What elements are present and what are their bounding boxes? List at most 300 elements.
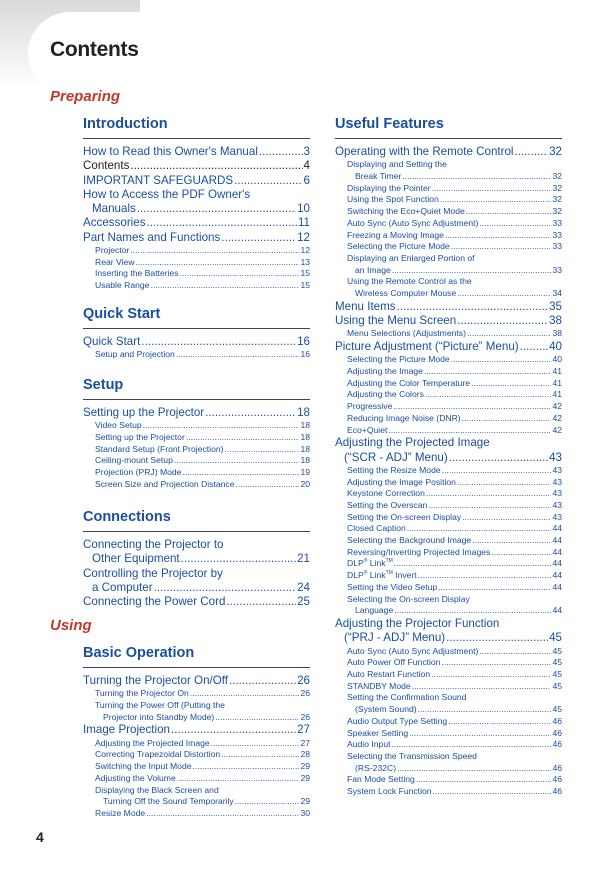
page-ref: 46 (552, 727, 562, 738)
toc-entry[interactable] (83, 188, 310, 217)
toc-entry[interactable] (335, 617, 562, 646)
entry-text: Ceiling-mount Setup (95, 455, 173, 466)
toc-entry[interactable] (335, 646, 562, 658)
toc-entry[interactable] (83, 738, 310, 750)
toc-entry[interactable] (83, 567, 310, 596)
page-ref: 18 (300, 443, 310, 454)
registered-mark: ® (363, 558, 368, 565)
toc-entry[interactable] (335, 401, 562, 413)
toc-entry[interactable] (335, 218, 562, 230)
toc-entry[interactable] (335, 145, 562, 159)
toc-entry[interactable] (335, 206, 562, 218)
toc-entry[interactable] (335, 253, 562, 276)
page-ref: 40 (549, 340, 562, 354)
toc-entry[interactable] (335, 300, 562, 314)
section-title: Basic Operation (83, 645, 310, 668)
entry-text: Rear View (95, 256, 135, 267)
section-setup (83, 377, 310, 491)
toc-entry[interactable] (335, 465, 562, 477)
page-ref: 44 (552, 605, 562, 616)
entry-text: Using the Menu Screen (335, 314, 457, 328)
entry-text-continued: (“PRJ - ADJ” Menu) (344, 631, 446, 645)
section-title: Quick Start (83, 306, 310, 329)
page-ref: 35 (549, 299, 562, 313)
toc-entry[interactable] (83, 245, 310, 257)
toc-entry[interactable] (83, 432, 310, 444)
page-ref: 44 (552, 581, 562, 592)
dot-leader (424, 366, 551, 378)
toc-entry[interactable] (335, 366, 562, 378)
trademark: TM (385, 570, 393, 577)
dot-leader (143, 420, 300, 432)
entry-text: Adjusting the Projected Image (95, 737, 210, 748)
entry-text: Contents (83, 159, 130, 173)
entry-text: Menu Selections (Adjustments) (347, 328, 466, 339)
dot-leader (130, 159, 302, 173)
toc-entry[interactable] (83, 455, 310, 467)
dot-leader (146, 808, 299, 820)
dot-leader (409, 728, 551, 740)
toc-entry[interactable] (83, 688, 310, 700)
dot-leader (186, 432, 300, 444)
entry-text: Image Projection (83, 723, 170, 737)
entry-text-continued: (RS-232C) (355, 762, 397, 773)
page-ref: 26 (300, 688, 310, 699)
entry-text: Picture Adjustment (“Picture” Menu) (335, 340, 519, 354)
toc-entry[interactable] (335, 570, 562, 582)
dot-leader (466, 206, 552, 218)
page-ref: 42 (552, 401, 562, 412)
page-ref: 43 (552, 511, 562, 522)
toc-entry[interactable] (335, 314, 562, 328)
entry-text: Adjusting the Colors (347, 389, 424, 400)
toc-entry[interactable] (83, 785, 310, 808)
toc-entry[interactable] (335, 500, 562, 512)
entry-text: System Lock Function (347, 786, 432, 797)
page-ref: 18 (300, 432, 310, 442)
page-ref: 27 (297, 723, 310, 737)
dot-leader (234, 174, 302, 188)
toc-entry[interactable] (83, 159, 310, 173)
page-ref: 32 (552, 182, 562, 193)
dot-leader (438, 582, 551, 594)
toc-entry[interactable] (335, 488, 562, 500)
dot-leader (471, 378, 551, 390)
toc-entry[interactable] (335, 582, 562, 594)
entry-text: Switching the Input Mode (95, 761, 192, 772)
entry-text: Keystone Correction (347, 488, 425, 499)
link-text: Link (367, 558, 386, 569)
page-title: Contents (50, 38, 139, 61)
dot-leader (451, 354, 552, 366)
entry-text: Setting up the Projector (95, 432, 185, 442)
dot-leader (449, 451, 548, 465)
toc-entry[interactable] (335, 547, 562, 559)
entry-text: Displaying an Enlarged Portion of (347, 252, 475, 263)
toc-entry[interactable] (83, 749, 310, 761)
entry-text: Turning the Power Off (Putting the (95, 700, 225, 710)
toc-entry[interactable] (335, 477, 562, 489)
page-ref: 27 (300, 737, 310, 748)
toc-entry[interactable] (83, 145, 310, 159)
dot-leader (225, 444, 300, 456)
dot-leader (402, 171, 551, 183)
page-ref: 45 (552, 657, 562, 668)
page-ref: 43 (552, 499, 562, 510)
toc-entry[interactable] (335, 739, 562, 751)
page-ref: 26 (297, 674, 310, 687)
entry-text: Auto Restart Function (347, 668, 431, 679)
page-ref: 20 (300, 478, 310, 489)
page-ref: 44 (552, 523, 562, 534)
dot-leader (407, 523, 552, 535)
page-ref: 45 (552, 645, 562, 656)
entry-text: Auto Power Off Function (347, 657, 441, 668)
entry-text: Progressive (347, 401, 393, 412)
page-ref: 29 (300, 761, 310, 772)
page-ref: 32 (549, 145, 562, 158)
dot-leader (426, 488, 552, 500)
dlp-text: DLP (347, 558, 364, 569)
entry-text: STANDBY Mode (347, 680, 411, 691)
toc-entry[interactable] (335, 159, 562, 182)
entry-text: Standard Setup (Front Projection) (95, 443, 224, 454)
toc-entry[interactable] (83, 467, 310, 479)
toc-entry[interactable] (83, 595, 310, 609)
link-text: Link (367, 570, 386, 581)
entry-text: Selecting the Background Image (347, 535, 472, 546)
toc-entry[interactable] (83, 268, 310, 280)
entry-text: Setting the On-screen Display (347, 511, 462, 522)
page-ref: 45 (552, 668, 562, 679)
page-number: 4 (36, 829, 44, 845)
page-ref: 43 (552, 488, 562, 499)
entry-text: Adjusting the Color Temperature (347, 377, 471, 388)
page-ref: 4 (303, 159, 310, 173)
dot-leader (457, 314, 548, 328)
dot-leader (391, 739, 551, 751)
page-ref: 34 (552, 288, 562, 299)
page-ref: 42 (552, 424, 562, 435)
toc-entry[interactable] (83, 674, 310, 688)
toc-entry[interactable] (335, 276, 562, 299)
dot-leader (479, 218, 551, 230)
page-ref: 13 (300, 256, 310, 267)
section-introduction (83, 116, 310, 292)
page-ref: 30 (300, 807, 310, 818)
dot-leader (392, 265, 552, 277)
entry-text: Screen Size and Projection Distance (95, 478, 235, 489)
toc-entry[interactable] (335, 558, 562, 570)
entry-text: Accessories (83, 216, 146, 230)
part-title-preparing: Preparing (50, 88, 121, 105)
toc-entry[interactable] (335, 328, 562, 340)
section-title: Setup (83, 377, 310, 400)
toc-entry[interactable] (335, 535, 562, 547)
page-ref: 41 (552, 389, 562, 400)
entry-text: Adjusting the Image (347, 366, 423, 377)
entry-text: Reversing/Inverting Projected Images (347, 546, 491, 557)
page-ref: 21 (297, 552, 310, 566)
entry-text: Using the Spot Function (347, 194, 439, 205)
toc-entry[interactable] (335, 716, 562, 728)
entry-text: Eco+Quiet (347, 424, 388, 435)
dot-leader (215, 712, 299, 724)
page-ref: 26 (300, 711, 310, 722)
entry-text: Speaker Setting (347, 727, 409, 738)
dot-leader (141, 335, 296, 349)
dot-leader (479, 646, 551, 658)
section-basic-operation (83, 645, 310, 820)
entry-text: Displaying and Setting the (347, 159, 447, 170)
toc-entry[interactable] (335, 751, 562, 774)
toc-entry[interactable] (83, 406, 310, 420)
dot-leader (441, 657, 551, 669)
toc-entry[interactable] (83, 444, 310, 456)
page-ref: 46 (552, 786, 562, 797)
page-ref: 18 (300, 420, 310, 431)
entry-text: Setting the Overscan (347, 499, 428, 510)
toc-entry[interactable] (83, 723, 310, 737)
toc-entry[interactable] (83, 257, 310, 269)
dot-leader (431, 669, 551, 681)
entry-text-continued: Language (355, 605, 394, 616)
dot-leader (147, 216, 297, 230)
toc-entry[interactable] (83, 335, 310, 349)
entry-text: Switching the Eco+Quiet Mode (347, 206, 465, 217)
dot-leader (472, 535, 551, 547)
entry-text: Connecting the Projector to (83, 538, 224, 551)
dot-leader (150, 280, 299, 292)
toc-entry[interactable] (83, 700, 310, 723)
entry-text: Usable Range (95, 280, 150, 291)
entry-text: Audio Output Type Setting (347, 715, 448, 726)
page-ref: 3 (303, 145, 310, 158)
entry-text: How to Access the PDF Owner's (83, 187, 251, 201)
dot-leader (425, 389, 552, 401)
toc-entry[interactable] (335, 354, 562, 366)
entry-text: Setting up the Projector (83, 406, 205, 419)
toc-entry[interactable] (83, 773, 310, 785)
entry-text: Menu Items (335, 299, 396, 313)
suffix-text: Invert (392, 570, 417, 581)
page-ref: 45 (552, 704, 562, 715)
entry-text: Correcting Trapezoidal Distortion (95, 749, 221, 760)
entry-text: Part Names and Functions (83, 230, 221, 244)
toc-entry[interactable] (335, 728, 562, 740)
entry-text-continued: Wireless Computer Mouse (355, 288, 457, 299)
toc-entry[interactable] (83, 479, 310, 491)
dot-leader (182, 467, 299, 479)
page-ref: 46 (552, 774, 562, 785)
toc-entry[interactable] (335, 183, 562, 195)
page-ref: 33 (552, 229, 562, 240)
page-ref: 41 (552, 377, 562, 388)
dot-leader (236, 479, 300, 491)
toc-entry[interactable] (335, 669, 562, 681)
entry-text: Auto Sync (Auto Sync Adjustment) (347, 645, 479, 656)
page-ref: 44 (552, 535, 562, 546)
entry-text-continued: (System Sound) (355, 704, 417, 715)
dot-leader (259, 145, 303, 159)
dot-leader (457, 288, 551, 300)
entry-text-continued: Other Equipment (92, 552, 180, 566)
page-ref: 43 (552, 476, 562, 487)
page-ref: 32 (552, 194, 562, 205)
page-ref: 15 (300, 268, 310, 279)
toc-entry[interactable] (335, 523, 562, 535)
page-ref: 38 (549, 314, 562, 328)
dot-leader (211, 738, 300, 750)
toc-entry[interactable] (335, 389, 562, 401)
page-ref: 28 (300, 749, 310, 760)
entry-text: Resize Mode (95, 807, 146, 818)
section-quick-start (83, 306, 310, 361)
page-ref: 29 (300, 796, 310, 807)
toc-entry[interactable] (335, 594, 562, 617)
entry-text: Controlling the Projector by (83, 566, 223, 580)
entry-text: Adjusting the Projector Function (335, 616, 500, 630)
toc-entry[interactable] (83, 761, 310, 773)
dot-leader (180, 268, 300, 280)
toc-entry[interactable] (83, 349, 310, 361)
toc-entry[interactable] (83, 420, 310, 432)
entry-text: Displaying the Pointer (347, 182, 431, 193)
dot-leader (520, 340, 548, 354)
page-ref: 16 (297, 335, 310, 348)
dlp-text: DLP (347, 570, 364, 581)
dot-leader (448, 716, 551, 728)
page-ref: 18 (297, 406, 310, 419)
entry-text: Setting the Video Setup (347, 581, 438, 592)
entry-text (347, 558, 393, 570)
toc-entry[interactable] (335, 241, 562, 253)
entry-text: Using the Remote Control as the (347, 276, 472, 287)
page-ref: 41 (552, 366, 562, 377)
dot-leader (205, 406, 296, 420)
entry-text: Adjusting the Projected Image (335, 436, 490, 450)
page-ref: 38 (552, 328, 562, 339)
dot-leader (416, 774, 552, 786)
dot-leader (440, 194, 552, 206)
page-ref: 33 (552, 217, 562, 228)
page-ref: 44 (552, 546, 562, 557)
dot-leader (462, 413, 552, 425)
registered-mark: ® (363, 570, 368, 577)
entry-text: Adjusting the Volume (95, 772, 176, 783)
page-ref: 32 (552, 206, 562, 217)
entry-text: Projection (PRJ) Mode (95, 467, 182, 478)
entry-text: Turning the Projector On/Off (83, 674, 228, 687)
toc-entry[interactable] (83, 808, 310, 820)
dot-leader (177, 773, 300, 785)
entry-text: Closed Caption (347, 523, 406, 534)
toc-entry[interactable] (335, 512, 562, 524)
entry-text: Adjusting the Image Position (347, 476, 456, 487)
toc-entry[interactable] (335, 692, 562, 715)
page-ref: 29 (300, 772, 310, 783)
entry-text-continued: Projector into Standby Mode) (103, 711, 215, 722)
dot-leader (491, 547, 551, 559)
dot-leader (181, 552, 296, 566)
page-ref: 15 (300, 280, 310, 291)
entry-text: Selecting the On-screen Display (347, 593, 470, 604)
dot-leader (412, 681, 552, 693)
toc-entry[interactable] (83, 216, 310, 230)
entry-text: Quick Start (83, 335, 141, 348)
dot-leader (193, 761, 300, 773)
toc-entry[interactable] (335, 378, 562, 390)
entry-text: Projector (95, 245, 130, 256)
page-ref: 25 (297, 595, 310, 609)
dot-leader (451, 241, 552, 253)
toc-entry[interactable] (335, 413, 562, 425)
entry-text: Setting the Confirmation Sound (347, 692, 467, 703)
entry-text: IMPORTANT SAFEGUARDS (83, 173, 234, 187)
entry-text-continued: (“SCR - ADJ” Menu) (344, 450, 448, 464)
dot-leader (442, 465, 552, 477)
section-connections (83, 509, 310, 609)
toc-entry[interactable] (335, 436, 562, 465)
page-ref: 44 (552, 570, 562, 581)
page-ref: 45 (552, 680, 562, 691)
page-ref: 46 (552, 762, 562, 773)
toc-entry[interactable] (83, 280, 310, 292)
entry-text: Connecting the Power Cord (83, 595, 226, 609)
entry-text: Setup and Projection (95, 349, 175, 360)
page-ref: 42 (552, 412, 562, 423)
page-ref: 12 (297, 230, 310, 244)
toc-entry[interactable] (335, 681, 562, 693)
dot-leader (235, 796, 300, 808)
toc-entry[interactable] (335, 425, 562, 437)
dot-leader (174, 455, 300, 467)
toc-entry[interactable] (335, 194, 562, 206)
dot-leader (418, 570, 552, 582)
toc-entry[interactable] (335, 774, 562, 786)
dot-leader (457, 477, 552, 489)
dot-leader (176, 349, 300, 361)
entry-text: Selecting the Picture Mode (347, 354, 450, 365)
toc-entry[interactable] (335, 786, 562, 798)
section-title: Useful Features (335, 116, 562, 139)
section-title: Connections (83, 509, 310, 532)
page-ref: 6 (303, 173, 310, 187)
toc-entry[interactable] (83, 174, 310, 188)
dot-leader (433, 786, 552, 798)
entry-text-continued: a Computer (92, 580, 153, 594)
dot-leader (388, 425, 551, 437)
toc-entry[interactable] (335, 657, 562, 669)
dot-leader (137, 202, 296, 216)
dot-leader (418, 704, 552, 716)
dot-leader (221, 231, 296, 245)
toc-entry[interactable] (335, 230, 562, 242)
entry-text-continued: Turning Off the Sound Temporarily (103, 796, 234, 807)
entry-text: Reducing Image Noise (DNR) (347, 412, 461, 423)
page-ref: 33 (552, 264, 562, 275)
entry-text: Freezing a Moving Image (347, 229, 444, 240)
dot-leader (393, 401, 551, 413)
part-title-using: Using (50, 617, 92, 634)
dot-leader (515, 145, 549, 159)
dot-leader (226, 595, 296, 609)
page-ref: 46 (552, 715, 562, 726)
toc-entry[interactable] (335, 340, 562, 354)
toc-entry[interactable] (83, 231, 310, 245)
toc-entry[interactable] (83, 538, 310, 567)
section-useful-features (335, 116, 562, 798)
